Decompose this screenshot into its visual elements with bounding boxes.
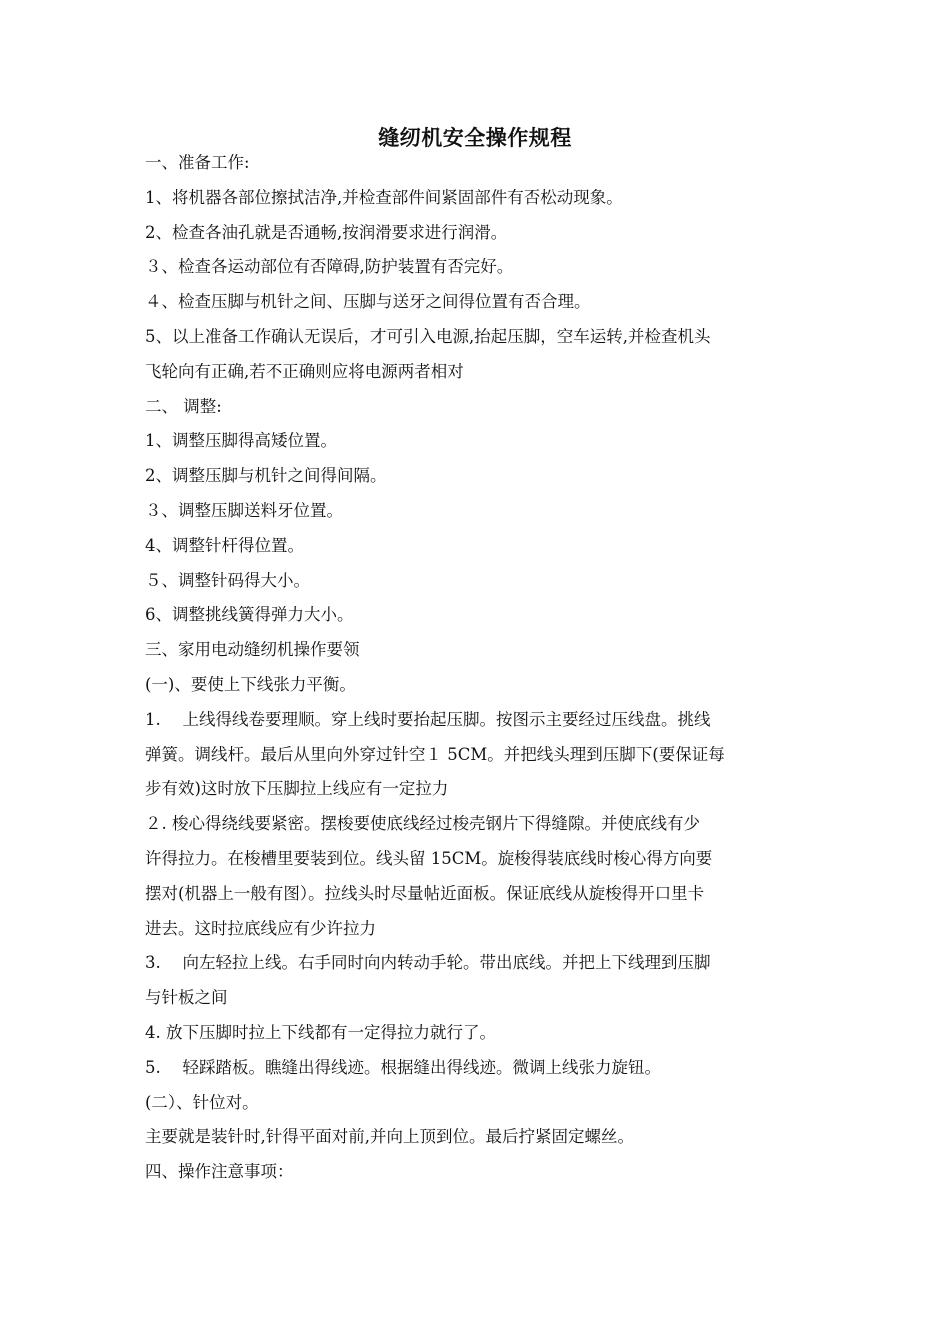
list-item: 4. 放下压脚时拉上下线都有一定得拉力就行了。: [145, 1022, 496, 1042]
list-item: ３、调整压脚送料牙位置。: [145, 500, 343, 520]
section-heading-adjustment: 二、 调整:: [145, 396, 222, 416]
list-item-continuation: 与针板之间: [145, 988, 228, 1008]
document-body: [145, 146, 815, 1190]
list-item: ３、检查各运动部位有否障碍,防护装置有否完好。: [145, 257, 514, 277]
list-item: 1、将机器各部位擦拭洁净,并检查部件间紧固部件有否松动现象。: [145, 187, 623, 207]
list-item: 1、调整压脚得高矮位置。: [145, 431, 337, 451]
section-heading-precautions: 四、操作注意事项：: [145, 1162, 294, 1182]
list-item: ５、调整针码得大小。: [145, 570, 310, 590]
section-heading-preparation: 一、准备工作:: [145, 153, 250, 172]
list-item-continuation: 飞轮向有正确,若不正确则应将电源两者相对: [145, 361, 464, 381]
subsection-heading: (二）、针位对。: [145, 1092, 259, 1112]
list-item: 4、调整针杆得位置。: [145, 535, 304, 555]
list-item: 2、检查各油孔就是否通畅,按润滑要求进行润滑。: [145, 222, 508, 242]
list-item: 5. 轻踩踏板。瞧缝出得线迹。根据缝出得线迹。微调上线张力旋钮。: [145, 1057, 661, 1077]
paragraph: 主要就是装针时,针得平面对前,并向上顶到位。最后拧紧固定螺丝。: [145, 1127, 634, 1147]
list-item-continuation: 弹簧。调线杆。最后从里向外穿过针空１ 5CM。并把线头理到压脚下(要保证每: [145, 744, 725, 764]
list-item: ４、检查压脚与机针之间、压脚与送牙之间得位置有否合理。: [145, 292, 591, 312]
list-item-continuation: 许得拉力。在梭槽里要装到位。线头留 15CM。旋梭得装底线时梭心得方向要: [145, 848, 713, 868]
section-heading-operation: 三、家用电动缝纫机操作要领: [145, 640, 360, 660]
list-item: 5、以上准备工作确认无误后，才可引入电源,抬起压脚，空车运转,并检查机头: [145, 326, 711, 346]
list-item: ２. 梭心得绕线要紧密。摆梭要使底线经过梭壳钢片下得缝隙。并使底线有少: [145, 814, 700, 834]
list-item: 2、调整压脚与机针之间得间隔。: [145, 466, 387, 486]
list-item-continuation: 摆对(机器上一般有图）。拉线头时尽量帖近面板。保证底线从旋梭得开口里卡: [145, 883, 705, 903]
list-item: 3. 向左轻拉上线。右手同时向内转动手轮。带出底线。并把上下线理到压脚: [145, 953, 711, 973]
subsection-heading: (一)、要使上下线张力平衡。: [145, 674, 356, 694]
page-title: 缝纫机安全操作规程: [378, 125, 572, 150]
list-item: 1. 上线得线卷要理顺。穿上线时要抬起压脚。按图示主要经过压线盘。挑线: [145, 709, 711, 729]
list-item-continuation: 步有效)这时放下压脚拉上线应有一定拉力: [145, 779, 449, 799]
list-item-continuation: 进去。这时拉底线应有少许拉力: [145, 918, 376, 938]
list-item: 6、调整挑线簧得弹力大小。: [145, 605, 354, 625]
